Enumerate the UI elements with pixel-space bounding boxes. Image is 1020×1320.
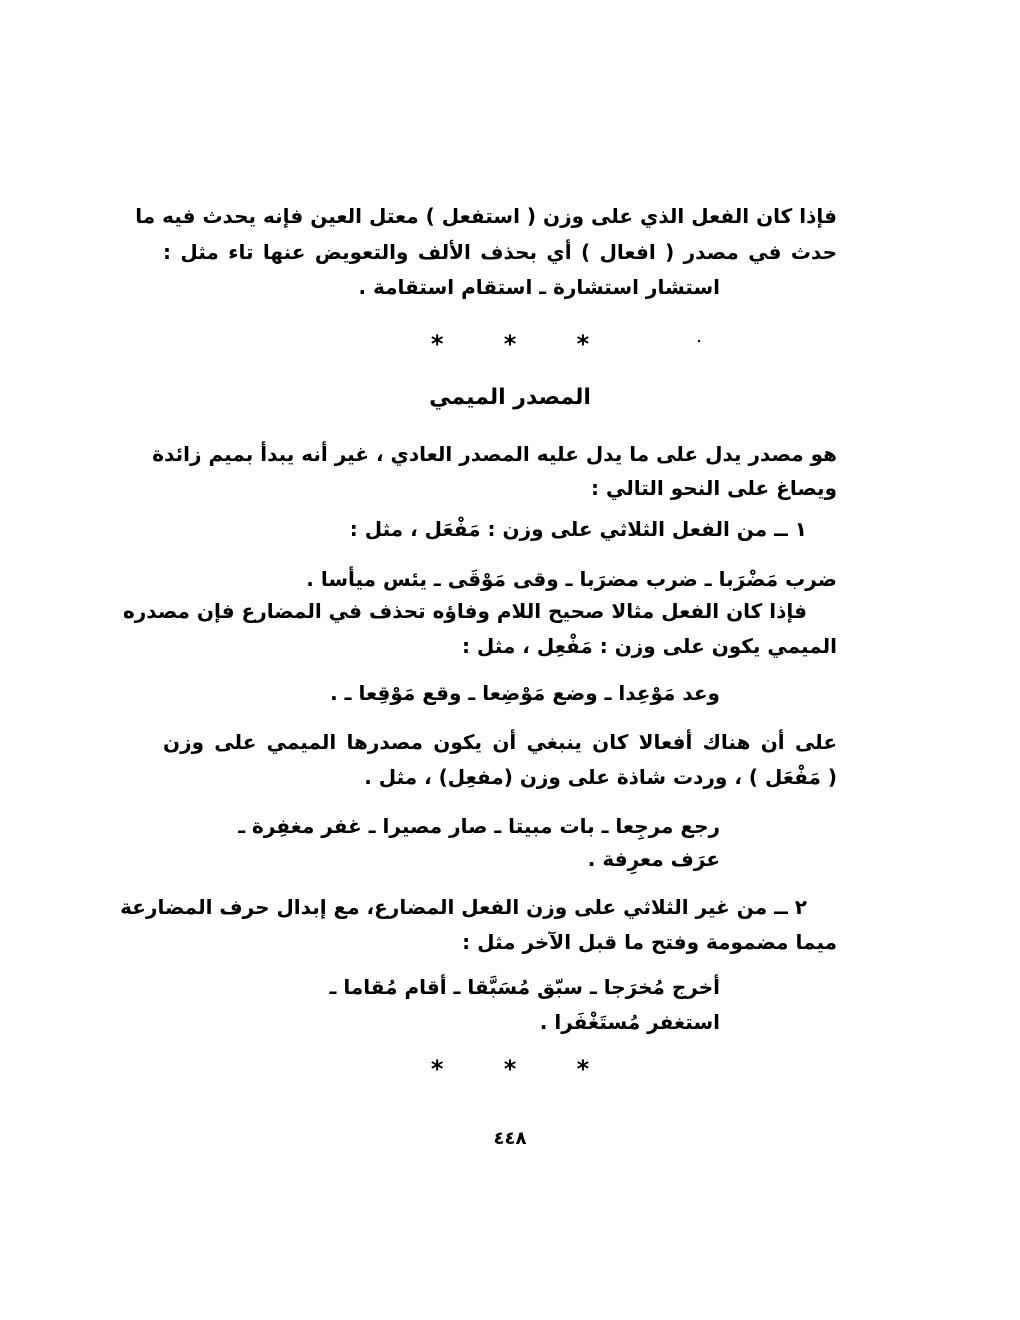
page-number: ٤٤٨ [493, 1128, 527, 1149]
definition-line: هو مصدر يدل على ما يدل عليه المصدر العادي ، غير أنه يبدأ بميم زائدة [152, 442, 837, 466]
rule-heading: ١ ــ من الفعل الثلاثي على وزن : مَفْعَل ، مثل : [349, 517, 807, 541]
note-line: فإذا كان الفعل مثالا صحيح اللام وفاؤه تحذف في المضارع فإن مصدره [122, 599, 807, 623]
example-line: عرَف معرِفة . [587, 847, 720, 871]
note-line: الميمي يكون على وزن : مَفْعِل ، مثل : [461, 634, 837, 658]
definition-line: ويصاغ على النحو التالي : [591, 476, 837, 500]
example-line: وعد مَوْعِدا ـ وضع مَوْضِعا ـ وقع مَوْقِعا ـ . [330, 681, 720, 705]
exception-line: ( مَفْعَل ) ، وردت شاذة على وزن (مفعِل) ، مثل . [364, 765, 837, 789]
scan-speck [698, 340, 700, 342]
paragraph-line: حدث في مصدر ( افعال ) أي بحذف الألف والتعويض عنها تاء مثل : [163, 240, 837, 264]
example-line: رجع مرجِعا ـ بات مبيتا ـ صار مصيرا ـ غفر مغفِرة ـ [238, 814, 720, 838]
section-title: المصدر الميمي [429, 385, 591, 410]
section-separator: * * * [430, 330, 616, 358]
paragraph-line: فإذا كان الفعل الذي على وزن ( استفعل ) معتل العين فإنه يحدث فيه ما [135, 204, 837, 228]
rule-heading: ٢ ــ من غير الثلاثي على وزن الفعل المضارع، مع إبدال حرف المضارعة [120, 895, 807, 919]
example-line: استشار استشارة ـ استقام استقامة . [358, 275, 720, 299]
example-line: ضرب مَضْرَبا ـ ضرب مضرَبا ـ وقى مَوْقَى ـ يئس ميأسا . [306, 567, 837, 591]
example-line: استغفر مُستَغْفَرا . [539, 1010, 720, 1034]
example-line: أخرج مُخرَجا ـ سبّق مُسَبَّقا ـ أقام مُقاما ـ [329, 975, 720, 999]
section-separator: * * * [430, 1055, 616, 1083]
exception-line: على أن هناك أفعالا كان ينبغي أن يكون مصدرها الميمي على وزن [163, 730, 837, 754]
rule-line: ميما مضمومة وفتح ما قبل الآخر مثل : [462, 930, 837, 954]
